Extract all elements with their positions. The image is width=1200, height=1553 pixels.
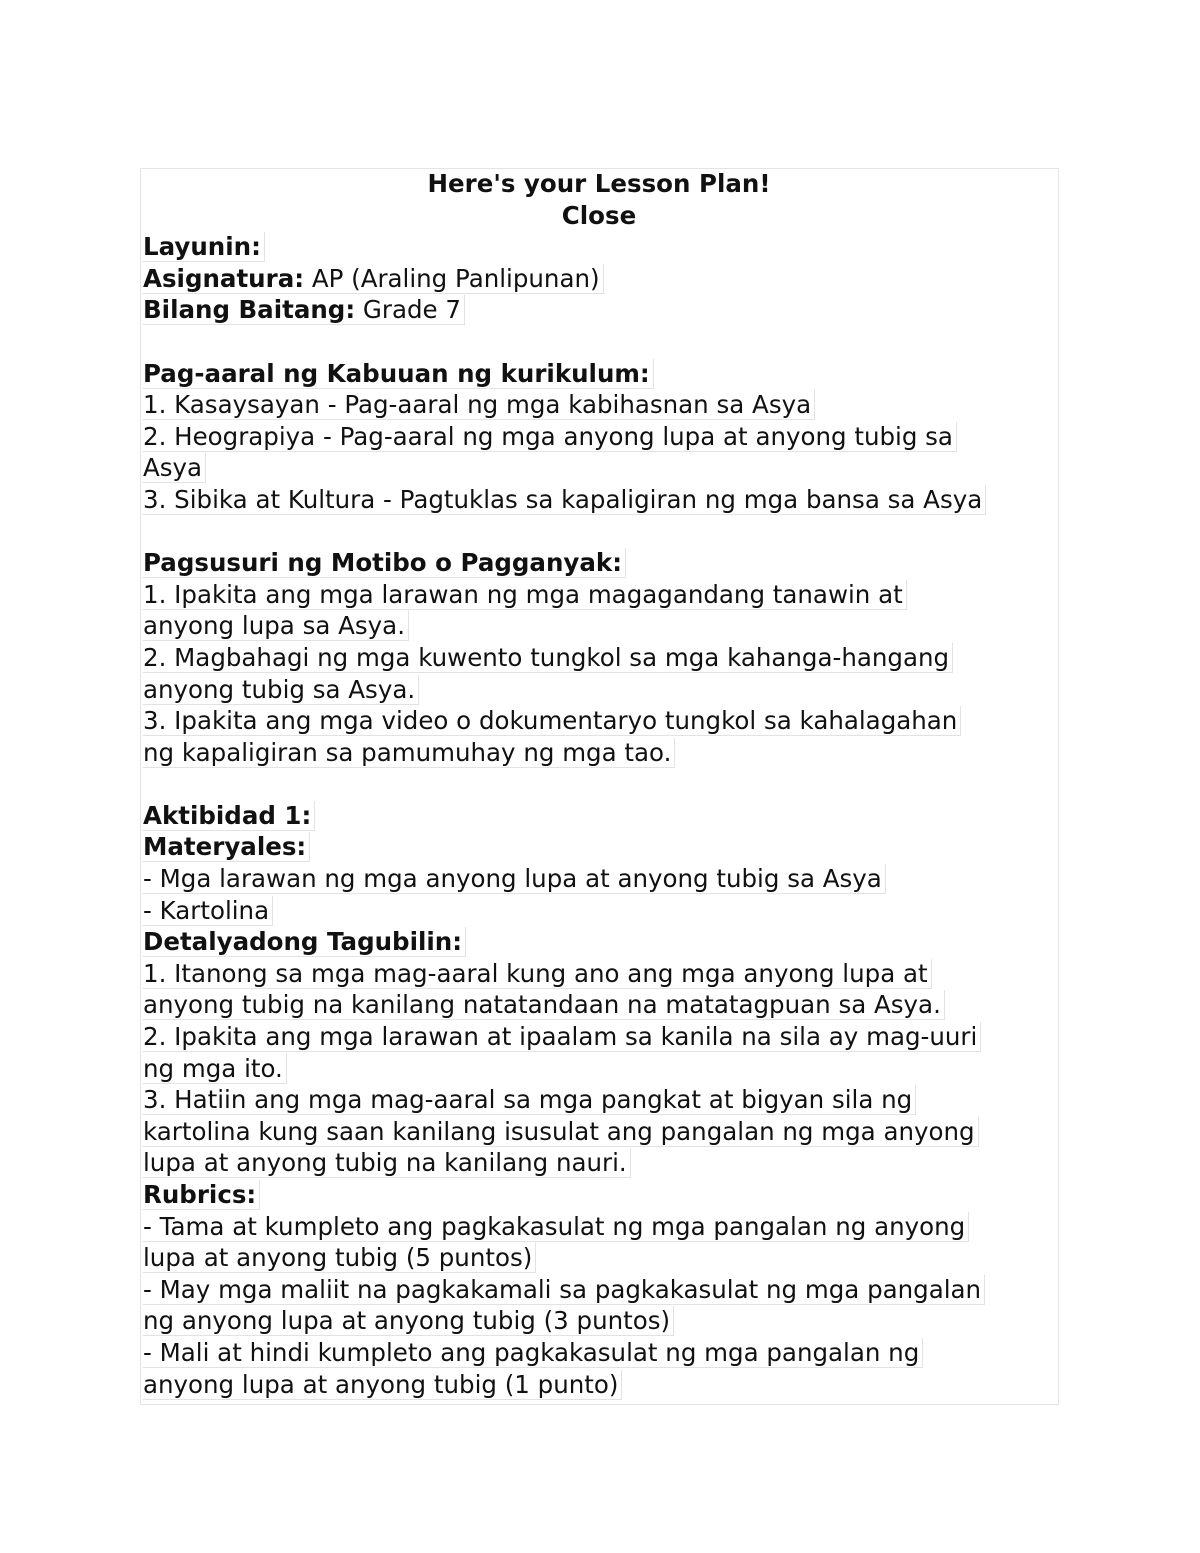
instruction-line: kartolina kung saan kanilang isusulat ang pangalan ng mga anyong: [143, 1117, 979, 1147]
subject-row: [143, 264, 604, 294]
page-title: Here's your Lesson Plan!: [427, 169, 771, 198]
close-button[interactable]: Close: [561, 200, 637, 230]
subject-label: Asignatura:: [143, 263, 305, 293]
spacer: [143, 768, 1055, 800]
instructions-heading: Detalyadong Tagubilin:: [143, 927, 466, 957]
lesson-plan-content: [143, 168, 1055, 1400]
motivation-heading: Pagsusuri ng Motibo o Pagganyak:: [143, 548, 626, 578]
rubric-line: lupa at anyong tubig (5 puntos): [143, 1243, 536, 1273]
subject-value: AP (Araling Panlipunan): [304, 263, 600, 293]
spacer: [143, 326, 1055, 358]
material-item: - Mga larawan ng mga anyong lupa at anyong tubig sa Asya: [143, 864, 886, 894]
curriculum-heading: Pag-aaral ng Kabuuan ng kurikulum:: [143, 359, 654, 389]
instruction-line: 2. Ipakita ang mga larawan at ipaalam sa kanila na sila ay mag-uuri: [143, 1022, 981, 1052]
rubric-line: anyong lupa at anyong tubig (1 punto): [143, 1370, 622, 1400]
instruction-line: ng mga ito.: [143, 1054, 287, 1084]
curriculum-line: 3. Sibika at Kultura - Pagtuklas sa kapaligiran ng mga bansa sa Asya: [143, 485, 986, 515]
curriculum-line: Asya: [143, 453, 206, 483]
rubric-line: ng anyong lupa at anyong tubig (3 puntos): [143, 1306, 674, 1336]
objective-label: Layunin:: [143, 232, 265, 262]
motivation-line: 3. Ipakita ang mga video o dokumentaryo tungkol sa kahalagahan: [143, 706, 961, 736]
activity-heading: Aktibidad 1:: [143, 801, 315, 831]
instruction-line: 1. Itanong sa mga mag-aaral kung ano ang mga anyong lupa at: [143, 959, 932, 989]
motivation-line: anyong lupa sa Asya.: [143, 611, 409, 641]
rubric-line: - Tama at kumpleto ang pagkakasulat ng mga pangalan ng anyong: [143, 1212, 969, 1242]
material-item: - Kartolina: [143, 896, 273, 926]
instruction-line: lupa at anyong tubig na kanilang nauri.: [143, 1148, 631, 1178]
instruction-line: 3. Hatiin ang mga mag-aaral sa mga pangkat at bigyan sila ng: [143, 1085, 916, 1115]
spacer: [143, 516, 1055, 548]
grade-label: Bilang Baitang:: [143, 295, 356, 325]
motivation-line: 1. Ipakita ang mga larawan ng mga magagandang tanawin at: [143, 580, 907, 610]
motivation-line: anyong tubig sa Asya.: [143, 675, 419, 705]
instruction-line: anyong tubig na kanilang natatandaan na matatagpuan sa Asya.: [143, 990, 945, 1020]
rubric-line: - May mga maliit na pagkakamali sa pagkakasulat ng mga pangalan: [143, 1275, 985, 1305]
grade-value: Grade 7: [355, 295, 462, 325]
materials-heading: Materyales:: [143, 832, 310, 862]
motivation-line: ng kapaligiran sa pamumuhay ng mga tao.: [143, 738, 675, 768]
motivation-line: 2. Magbahagi ng mga kuwento tungkol sa mga kahanga-hangang: [143, 643, 953, 673]
curriculum-line: 1. Kasaysayan - Pag-aaral ng mga kabihasnan sa Asya: [143, 390, 815, 420]
rubric-line: - Mali at hindi kumpleto ang pagkakasulat ng mga pangalan ng: [143, 1338, 923, 1368]
rubrics-heading: Rubrics:: [143, 1180, 260, 1210]
curriculum-line: 2. Heograpiya - Pag-aaral ng mga anyong lupa at anyong tubig sa: [143, 422, 957, 452]
grade-row: [143, 295, 465, 325]
